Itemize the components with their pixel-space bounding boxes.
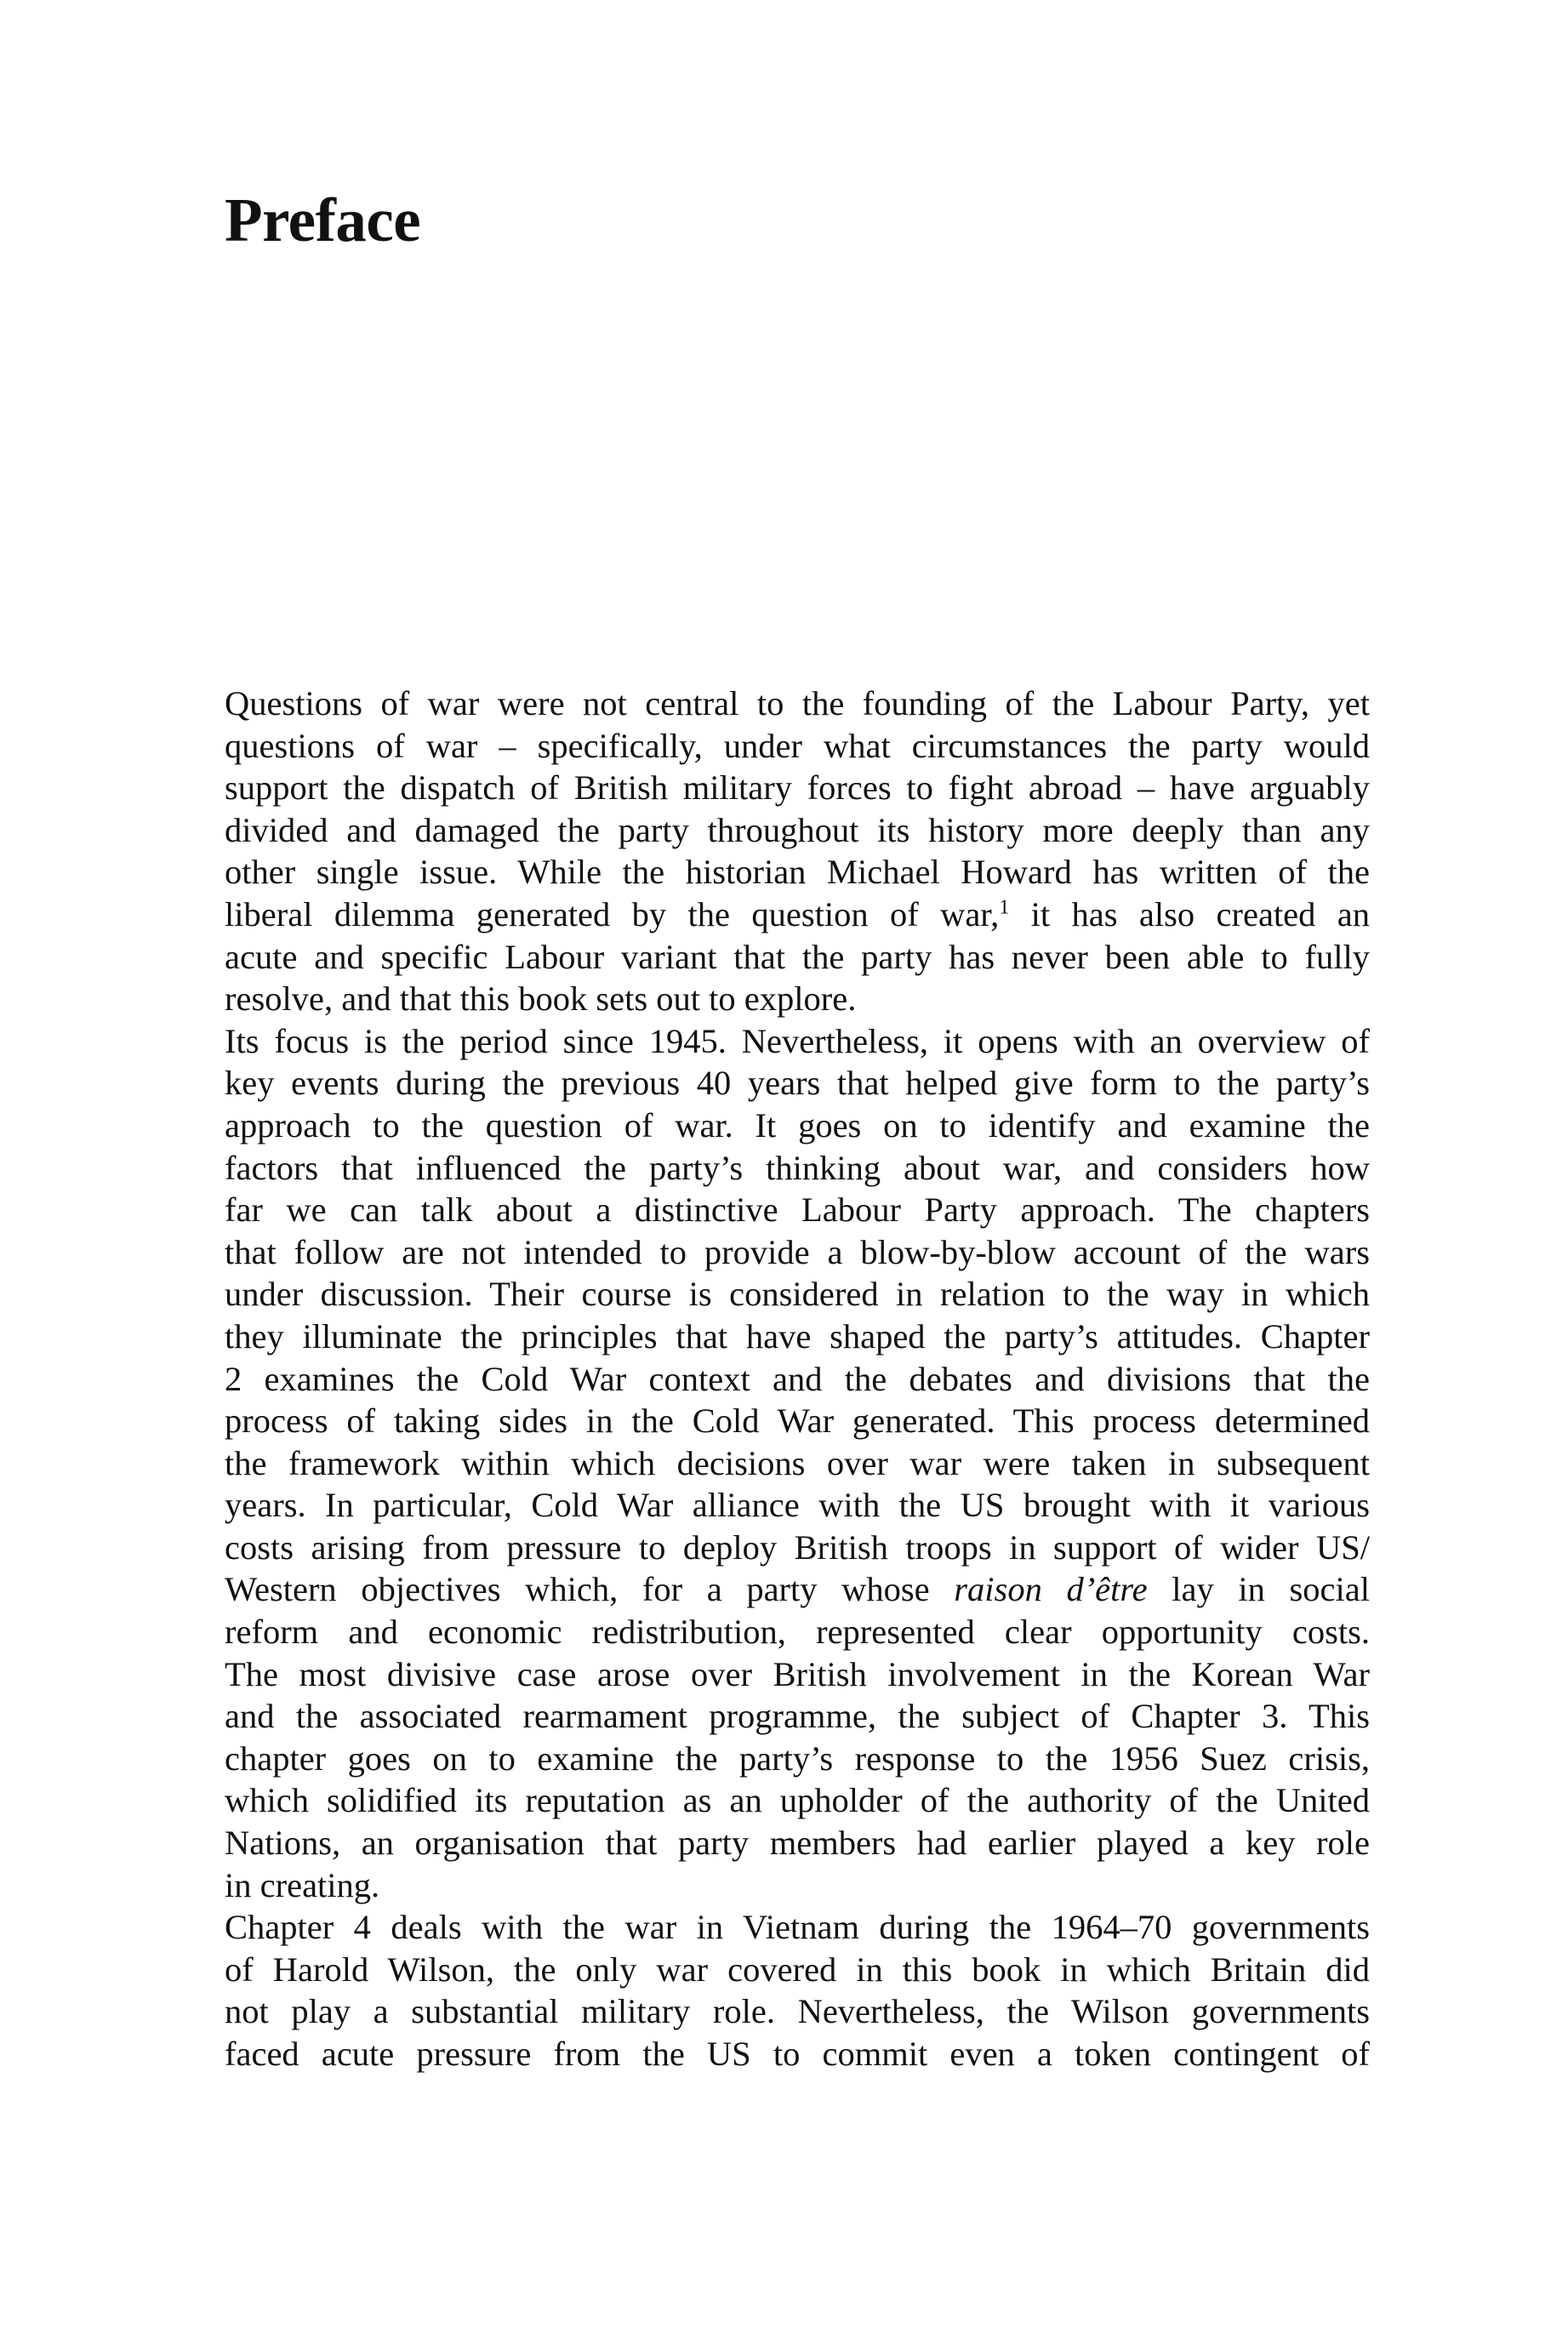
text-line: factors that influenced the party’s thinking about war, and considers how [225, 1148, 1370, 1187]
text-segment: it has also created an [1009, 894, 1371, 933]
text-line: that follow are not intended to provide a blow-by-blow account of the wars [225, 1232, 1370, 1271]
preface-body [225, 682, 1370, 2075]
text-line: far we can talk about a distinctive Labour Party approach. The chapters [225, 1190, 1370, 1230]
text-line: chapter goes on to examine the party’s response to the 1956 Suez crisis, [225, 1738, 1370, 1778]
page-title: Preface [225, 186, 421, 254]
text-segment: liberal dilemma generated by the question of war, [225, 894, 1000, 933]
text-line: costs arising from pressure to deploy British troops in support of wider US/ [225, 1527, 1370, 1567]
text-segment: lay in social [1147, 1570, 1370, 1609]
text-line: and the associated rearmament programme, the subject of Chapter 3. This [225, 1697, 1370, 1736]
text-line: Chapter 4 deals with the war in Vietnam during the 1964–70 governments [225, 1908, 1370, 1947]
text-line: process of taking sides in the Cold War generated. This process determined [225, 1401, 1370, 1441]
text-line: resolve, and that this book sets out to explore. [225, 979, 857, 1019]
text-line: key events during the previous 40 years that helped give form to the party’s [225, 1064, 1370, 1103]
text-line: they illuminate the principles that have shaped the party’s attitudes. Chapter [225, 1316, 1370, 1356]
text-line: reform and economic redistribution, represented clear opportunity costs. [225, 1613, 1370, 1652]
footnote-marker[interactable]: 1 [999, 896, 1010, 919]
text-line: Nations, an organisation that party members had earlier played a key role [225, 1824, 1370, 1863]
text-line: questions of war – specifically, under what circumstances the party would [225, 726, 1370, 765]
paragraph-2 [225, 1020, 1370, 1906]
italic-phrase: raison d’être [954, 1570, 1148, 1609]
text-line-with-italic [225, 1568, 1370, 1611]
text-line: acute and specific Labour variant that the party has never been able to fully [225, 937, 1370, 976]
text-line-with-footnote [225, 893, 1370, 936]
text-line: the framework within which decisions over war were taken in subsequent [225, 1443, 1370, 1482]
text-line: which solidified its reputation as an upholder of the authority of the United [225, 1781, 1370, 1820]
text-line: under discussion. Their course is considered in relation to the way in which [225, 1275, 1370, 1314]
text-line: Its focus is the period since 1945. Nevertheless, it opens with an overview of [225, 1021, 1370, 1060]
text-line: support the dispatch of British military forces to fight abroad – have arguably [225, 768, 1370, 808]
paragraph-1 [225, 682, 1370, 1020]
text-line: 2 examines the Cold War context and the debates and divisions that the [225, 1359, 1370, 1398]
text-line: divided and damaged the party throughout its history more deeply than any [225, 810, 1370, 849]
text-line: years. In particular, Cold War alliance with the US brought with it various [225, 1486, 1370, 1525]
text-line: Questions of war were not central to the founding of the Labour Party, yet [225, 684, 1370, 722]
text-line: other single issue. While the historian Michael Howard has written of the [225, 853, 1370, 892]
text-line: faced acute pressure from the US to commit even a token contingent of [225, 2035, 1370, 2073]
text-line: of Harold Wilson, the only war covered in this book in which Britain did [225, 1950, 1370, 1989]
text-line: approach to the question of war. It goes on to identify and examine the [225, 1105, 1370, 1145]
text-line: in creating. [225, 1865, 380, 1904]
text-segment: Western objectives which, for a party whose [225, 1570, 955, 1609]
text-line: not play a substantial military role. Nevertheless, the Wilson governments [225, 1992, 1370, 2031]
text-line: The most divisive case arose over British involvement in the Korean War [225, 1654, 1370, 1693]
paragraph-3 [225, 1906, 1370, 2075]
